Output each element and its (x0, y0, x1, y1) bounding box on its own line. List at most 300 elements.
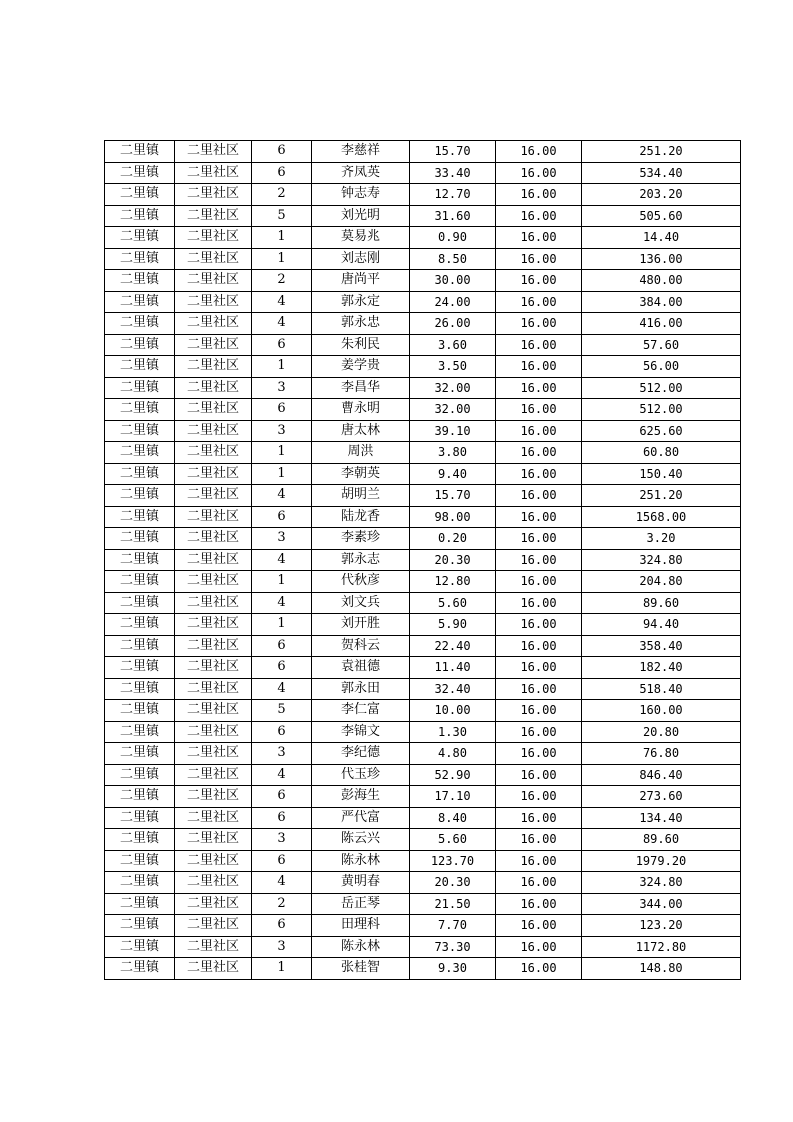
community-cell: 二里社区 (175, 506, 252, 528)
price-cell: 16.00 (496, 958, 582, 980)
town-cell: 二里镇 (105, 893, 175, 915)
amount-cell: 505.60 (582, 205, 741, 227)
group-cell: 4 (252, 549, 312, 571)
area-cell: 32.00 (410, 377, 496, 399)
community-cell: 二里社区 (175, 700, 252, 722)
town-cell: 二里镇 (105, 614, 175, 636)
table-row (105, 141, 741, 163)
table-row (105, 184, 741, 206)
community-cell: 二里社区 (175, 549, 252, 571)
amount-cell: 1568.00 (582, 506, 741, 528)
community-cell: 二里社区 (175, 141, 252, 163)
price-cell: 16.00 (496, 356, 582, 378)
name-cell: 代秋彦 (312, 571, 410, 593)
amount-cell: 324.80 (582, 872, 741, 894)
community-cell: 二里社区 (175, 399, 252, 421)
area-cell: 20.30 (410, 549, 496, 571)
name-cell: 陈永林 (312, 936, 410, 958)
area-cell: 11.40 (410, 657, 496, 679)
table-row (105, 485, 741, 507)
name-cell: 陈永林 (312, 850, 410, 872)
community-cell: 二里社区 (175, 657, 252, 679)
group-cell: 4 (252, 313, 312, 335)
community-cell: 二里社区 (175, 313, 252, 335)
area-cell: 4.80 (410, 743, 496, 765)
amount-cell: 160.00 (582, 700, 741, 722)
group-cell: 6 (252, 635, 312, 657)
community-cell: 二里社区 (175, 872, 252, 894)
name-cell: 刘志刚 (312, 248, 410, 270)
area-cell: 32.00 (410, 399, 496, 421)
town-cell: 二里镇 (105, 872, 175, 894)
town-cell: 二里镇 (105, 248, 175, 270)
amount-cell: 204.80 (582, 571, 741, 593)
name-cell: 陈云兴 (312, 829, 410, 851)
amount-cell: 20.80 (582, 721, 741, 743)
town-cell: 二里镇 (105, 420, 175, 442)
name-cell: 李仁富 (312, 700, 410, 722)
area-cell: 33.40 (410, 162, 496, 184)
name-cell: 岳正琴 (312, 893, 410, 915)
name-cell: 郭永定 (312, 291, 410, 313)
price-cell: 16.00 (496, 743, 582, 765)
amount-cell: 57.60 (582, 334, 741, 356)
community-cell: 二里社区 (175, 248, 252, 270)
price-cell: 16.00 (496, 700, 582, 722)
table-row (105, 248, 741, 270)
name-cell: 袁祖德 (312, 657, 410, 679)
town-cell: 二里镇 (105, 657, 175, 679)
name-cell: 贺科云 (312, 635, 410, 657)
amount-cell: 846.40 (582, 764, 741, 786)
table-row (105, 506, 741, 528)
name-cell: 姜学贵 (312, 356, 410, 378)
group-cell: 6 (252, 506, 312, 528)
amount-cell: 273.60 (582, 786, 741, 808)
table-row (105, 700, 741, 722)
name-cell: 曹永明 (312, 399, 410, 421)
community-cell: 二里社区 (175, 721, 252, 743)
amount-cell: 251.20 (582, 485, 741, 507)
area-cell: 8.50 (410, 248, 496, 270)
table-row (105, 420, 741, 442)
group-cell: 6 (252, 162, 312, 184)
group-cell: 1 (252, 958, 312, 980)
town-cell: 二里镇 (105, 635, 175, 657)
area-cell: 20.30 (410, 872, 496, 894)
amount-cell: 416.00 (582, 313, 741, 335)
group-cell: 6 (252, 786, 312, 808)
price-cell: 16.00 (496, 442, 582, 464)
town-cell: 二里镇 (105, 807, 175, 829)
town-cell: 二里镇 (105, 528, 175, 550)
name-cell: 李锦文 (312, 721, 410, 743)
table-row (105, 915, 741, 937)
area-cell: 8.40 (410, 807, 496, 829)
group-cell: 1 (252, 571, 312, 593)
price-cell: 16.00 (496, 141, 582, 163)
group-cell: 3 (252, 743, 312, 765)
town-cell: 二里镇 (105, 786, 175, 808)
town-cell: 二里镇 (105, 506, 175, 528)
area-cell: 17.10 (410, 786, 496, 808)
town-cell: 二里镇 (105, 334, 175, 356)
area-cell: 98.00 (410, 506, 496, 528)
town-cell: 二里镇 (105, 141, 175, 163)
town-cell: 二里镇 (105, 399, 175, 421)
amount-cell: 251.20 (582, 141, 741, 163)
town-cell: 二里镇 (105, 549, 175, 571)
community-cell: 二里社区 (175, 205, 252, 227)
name-cell: 李纪德 (312, 743, 410, 765)
amount-cell: 14.40 (582, 227, 741, 249)
area-cell: 12.70 (410, 184, 496, 206)
amount-cell: 76.80 (582, 743, 741, 765)
area-cell: 30.00 (410, 270, 496, 292)
name-cell: 刘文兵 (312, 592, 410, 614)
price-cell: 16.00 (496, 872, 582, 894)
amount-cell: 150.40 (582, 463, 741, 485)
community-cell: 二里社区 (175, 270, 252, 292)
amount-cell: 182.40 (582, 657, 741, 679)
table-row (105, 592, 741, 614)
amount-cell: 89.60 (582, 829, 741, 851)
table-row (105, 442, 741, 464)
group-cell: 3 (252, 420, 312, 442)
table-row (105, 334, 741, 356)
area-cell: 3.80 (410, 442, 496, 464)
price-cell: 16.00 (496, 592, 582, 614)
amount-cell: 203.20 (582, 184, 741, 206)
area-cell: 73.30 (410, 936, 496, 958)
amount-cell: 512.00 (582, 399, 741, 421)
group-cell: 3 (252, 936, 312, 958)
group-cell: 2 (252, 270, 312, 292)
town-cell: 二里镇 (105, 313, 175, 335)
group-cell: 6 (252, 807, 312, 829)
group-cell: 4 (252, 764, 312, 786)
name-cell: 唐尚平 (312, 270, 410, 292)
community-cell: 二里社区 (175, 420, 252, 442)
table-row (105, 807, 741, 829)
price-cell: 16.00 (496, 764, 582, 786)
table-row (105, 657, 741, 679)
price-cell: 16.00 (496, 635, 582, 657)
price-cell: 16.00 (496, 377, 582, 399)
amount-cell: 56.00 (582, 356, 741, 378)
table-row (105, 893, 741, 915)
amount-cell: 123.20 (582, 915, 741, 937)
community-cell: 二里社区 (175, 377, 252, 399)
group-cell: 3 (252, 377, 312, 399)
table-row (105, 162, 741, 184)
price-cell: 16.00 (496, 528, 582, 550)
name-cell: 李昌华 (312, 377, 410, 399)
name-cell: 李素珍 (312, 528, 410, 550)
amount-cell: 136.00 (582, 248, 741, 270)
group-cell: 1 (252, 227, 312, 249)
community-cell: 二里社区 (175, 764, 252, 786)
town-cell: 二里镇 (105, 915, 175, 937)
area-cell: 10.00 (410, 700, 496, 722)
amount-cell: 94.40 (582, 614, 741, 636)
amount-cell: 324.80 (582, 549, 741, 571)
table-row (105, 571, 741, 593)
name-cell: 莫易兆 (312, 227, 410, 249)
town-cell: 二里镇 (105, 205, 175, 227)
name-cell: 刘开胜 (312, 614, 410, 636)
area-cell: 22.40 (410, 635, 496, 657)
table-row (105, 786, 741, 808)
area-cell: 3.50 (410, 356, 496, 378)
table-row (105, 528, 741, 550)
town-cell: 二里镇 (105, 485, 175, 507)
table-row (105, 614, 741, 636)
name-cell: 刘光明 (312, 205, 410, 227)
price-cell: 16.00 (496, 248, 582, 270)
community-cell: 二里社区 (175, 678, 252, 700)
group-cell: 3 (252, 829, 312, 851)
area-cell: 21.50 (410, 893, 496, 915)
price-cell: 16.00 (496, 786, 582, 808)
price-cell: 16.00 (496, 205, 582, 227)
area-cell: 5.60 (410, 592, 496, 614)
group-cell: 1 (252, 463, 312, 485)
amount-cell: 148.80 (582, 958, 741, 980)
town-cell: 二里镇 (105, 592, 175, 614)
price-cell: 16.00 (496, 893, 582, 915)
table-row (105, 291, 741, 313)
area-cell: 1.30 (410, 721, 496, 743)
town-cell: 二里镇 (105, 291, 175, 313)
community-cell: 二里社区 (175, 958, 252, 980)
price-cell: 16.00 (496, 614, 582, 636)
price-cell: 16.00 (496, 915, 582, 937)
table-row (105, 549, 741, 571)
price-cell: 16.00 (496, 184, 582, 206)
area-cell: 26.00 (410, 313, 496, 335)
table-row (105, 227, 741, 249)
town-cell: 二里镇 (105, 743, 175, 765)
group-cell: 2 (252, 184, 312, 206)
table-row (105, 377, 741, 399)
group-cell: 6 (252, 657, 312, 679)
community-cell: 二里社区 (175, 807, 252, 829)
table-row (105, 743, 741, 765)
table-row (105, 463, 741, 485)
area-cell: 39.10 (410, 420, 496, 442)
price-cell: 16.00 (496, 162, 582, 184)
community-cell: 二里社区 (175, 485, 252, 507)
group-cell: 1 (252, 442, 312, 464)
amount-cell: 384.00 (582, 291, 741, 313)
name-cell: 代玉珍 (312, 764, 410, 786)
group-cell: 4 (252, 592, 312, 614)
group-cell: 3 (252, 528, 312, 550)
amount-cell: 89.60 (582, 592, 741, 614)
community-cell: 二里社区 (175, 227, 252, 249)
town-cell: 二里镇 (105, 442, 175, 464)
amount-cell: 344.00 (582, 893, 741, 915)
town-cell: 二里镇 (105, 356, 175, 378)
community-cell: 二里社区 (175, 786, 252, 808)
name-cell: 黄明春 (312, 872, 410, 894)
community-cell: 二里社区 (175, 463, 252, 485)
community-cell: 二里社区 (175, 614, 252, 636)
price-cell: 16.00 (496, 291, 582, 313)
group-cell: 1 (252, 248, 312, 270)
area-cell: 32.40 (410, 678, 496, 700)
group-cell: 6 (252, 850, 312, 872)
amount-cell: 480.00 (582, 270, 741, 292)
area-cell: 0.90 (410, 227, 496, 249)
price-cell: 16.00 (496, 313, 582, 335)
town-cell: 二里镇 (105, 162, 175, 184)
amount-cell: 60.80 (582, 442, 741, 464)
town-cell: 二里镇 (105, 936, 175, 958)
name-cell: 钟志寿 (312, 184, 410, 206)
town-cell: 二里镇 (105, 721, 175, 743)
town-cell: 二里镇 (105, 958, 175, 980)
town-cell: 二里镇 (105, 463, 175, 485)
group-cell: 2 (252, 893, 312, 915)
community-cell: 二里社区 (175, 528, 252, 550)
price-cell: 16.00 (496, 463, 582, 485)
amount-cell: 134.40 (582, 807, 741, 829)
community-cell: 二里社区 (175, 571, 252, 593)
community-cell: 二里社区 (175, 743, 252, 765)
price-cell: 16.00 (496, 334, 582, 356)
name-cell: 李朝英 (312, 463, 410, 485)
table-row (105, 270, 741, 292)
group-cell: 4 (252, 872, 312, 894)
area-cell: 31.60 (410, 205, 496, 227)
town-cell: 二里镇 (105, 764, 175, 786)
price-cell: 16.00 (496, 850, 582, 872)
area-cell: 12.80 (410, 571, 496, 593)
name-cell: 郭永忠 (312, 313, 410, 335)
area-cell: 9.40 (410, 463, 496, 485)
amount-cell: 534.40 (582, 162, 741, 184)
price-cell: 16.00 (496, 506, 582, 528)
name-cell: 彭海生 (312, 786, 410, 808)
table-row (105, 721, 741, 743)
town-cell: 二里镇 (105, 227, 175, 249)
name-cell: 郭永田 (312, 678, 410, 700)
group-cell: 6 (252, 141, 312, 163)
area-cell: 24.00 (410, 291, 496, 313)
group-cell: 5 (252, 205, 312, 227)
area-cell: 5.90 (410, 614, 496, 636)
subsidy-table (104, 140, 741, 980)
table-row (105, 764, 741, 786)
price-cell: 16.00 (496, 420, 582, 442)
name-cell: 田理科 (312, 915, 410, 937)
town-cell: 二里镇 (105, 700, 175, 722)
price-cell: 16.00 (496, 549, 582, 571)
group-cell: 4 (252, 485, 312, 507)
price-cell: 16.00 (496, 936, 582, 958)
town-cell: 二里镇 (105, 377, 175, 399)
table-row (105, 678, 741, 700)
table-row (105, 850, 741, 872)
group-cell: 4 (252, 291, 312, 313)
table-row (105, 313, 741, 335)
price-cell: 16.00 (496, 571, 582, 593)
community-cell: 二里社区 (175, 829, 252, 851)
community-cell: 二里社区 (175, 334, 252, 356)
table-row (105, 635, 741, 657)
price-cell: 16.00 (496, 485, 582, 507)
table-row (105, 872, 741, 894)
name-cell: 唐太林 (312, 420, 410, 442)
town-cell: 二里镇 (105, 270, 175, 292)
community-cell: 二里社区 (175, 893, 252, 915)
area-cell: 5.60 (410, 829, 496, 851)
community-cell: 二里社区 (175, 442, 252, 464)
community-cell: 二里社区 (175, 850, 252, 872)
table-row (105, 958, 741, 980)
town-cell: 二里镇 (105, 829, 175, 851)
table-row (105, 829, 741, 851)
table-row (105, 356, 741, 378)
price-cell: 16.00 (496, 227, 582, 249)
community-cell: 二里社区 (175, 635, 252, 657)
price-cell: 16.00 (496, 829, 582, 851)
group-cell: 5 (252, 700, 312, 722)
price-cell: 16.00 (496, 721, 582, 743)
community-cell: 二里社区 (175, 184, 252, 206)
area-cell: 123.70 (410, 850, 496, 872)
amount-cell: 512.00 (582, 377, 741, 399)
area-cell: 15.70 (410, 485, 496, 507)
name-cell: 胡明兰 (312, 485, 410, 507)
amount-cell: 625.60 (582, 420, 741, 442)
amount-cell: 1979.20 (582, 850, 741, 872)
group-cell: 1 (252, 614, 312, 636)
group-cell: 1 (252, 356, 312, 378)
price-cell: 16.00 (496, 807, 582, 829)
community-cell: 二里社区 (175, 936, 252, 958)
price-cell: 16.00 (496, 678, 582, 700)
amount-cell: 1172.80 (582, 936, 741, 958)
name-cell: 朱利民 (312, 334, 410, 356)
area-cell: 9.30 (410, 958, 496, 980)
community-cell: 二里社区 (175, 356, 252, 378)
table-row (105, 936, 741, 958)
price-cell: 16.00 (496, 399, 582, 421)
name-cell: 严代富 (312, 807, 410, 829)
table-body (105, 141, 741, 980)
group-cell: 6 (252, 915, 312, 937)
table-row (105, 205, 741, 227)
community-cell: 二里社区 (175, 162, 252, 184)
table-row (105, 399, 741, 421)
name-cell: 周洪 (312, 442, 410, 464)
group-cell: 6 (252, 399, 312, 421)
amount-cell: 358.40 (582, 635, 741, 657)
area-cell: 0.20 (410, 528, 496, 550)
town-cell: 二里镇 (105, 678, 175, 700)
area-cell: 15.70 (410, 141, 496, 163)
amount-cell: 518.40 (582, 678, 741, 700)
town-cell: 二里镇 (105, 184, 175, 206)
community-cell: 二里社区 (175, 291, 252, 313)
name-cell: 李慈祥 (312, 141, 410, 163)
area-cell: 3.60 (410, 334, 496, 356)
town-cell: 二里镇 (105, 850, 175, 872)
area-cell: 7.70 (410, 915, 496, 937)
